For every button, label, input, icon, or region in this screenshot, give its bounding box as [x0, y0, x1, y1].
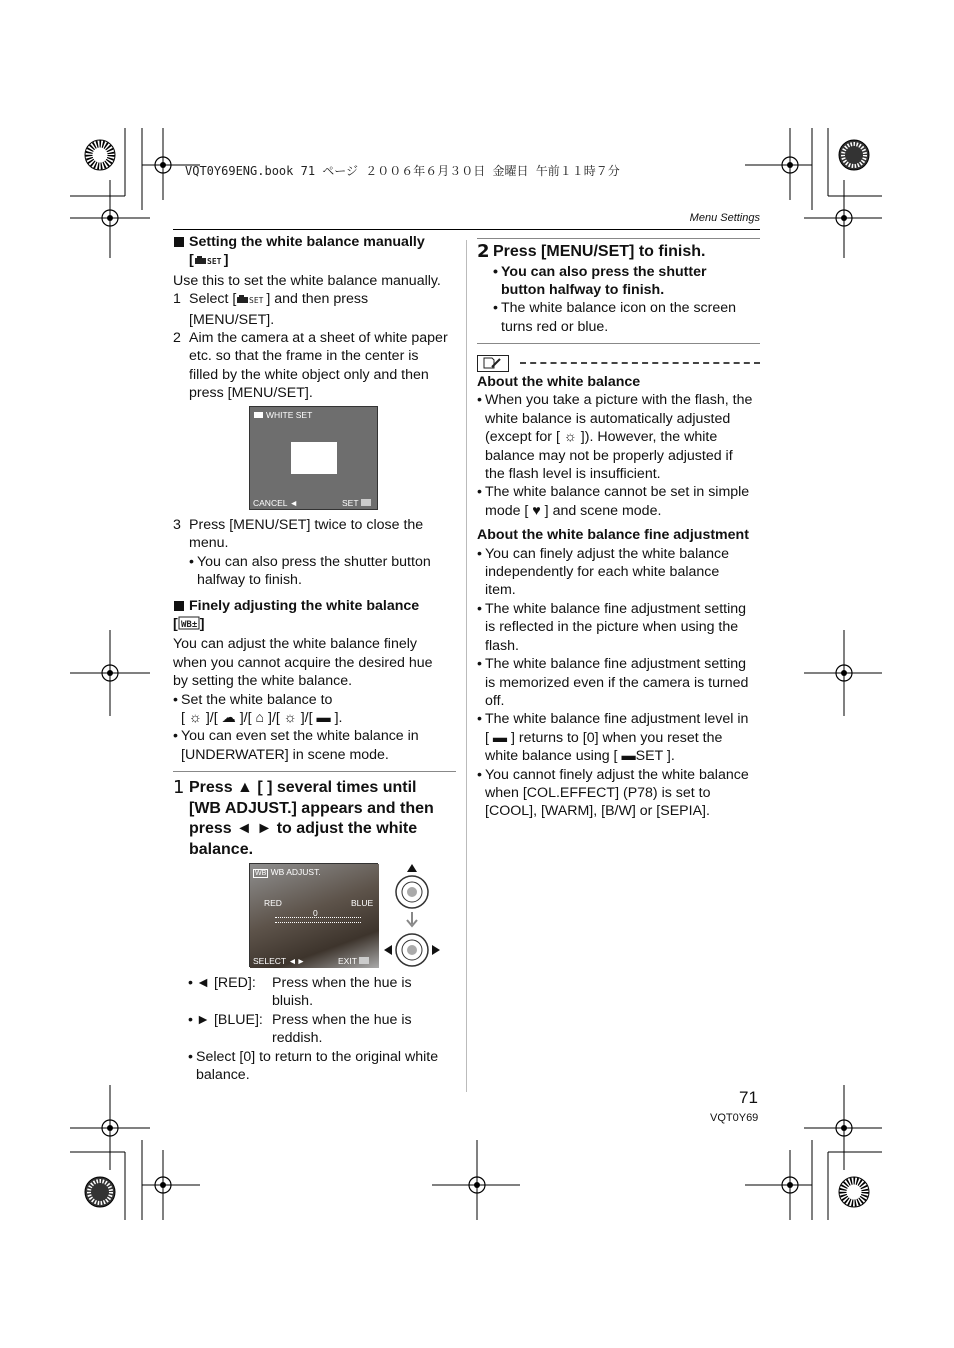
page-number: 71: [739, 1088, 758, 1107]
svg-text:SET: SET: [249, 296, 264, 306]
blue-item: • ► [BLUE]: Press when the hue is reddish.: [188, 1011, 463, 1048]
wb-adjust-screen: [249, 863, 378, 967]
set-label: SET: [342, 498, 371, 508]
select-zero-note: • Select [0] to return to the original white balance.: [188, 1048, 463, 1085]
right-notes: [477, 373, 761, 821]
select-label: SELECT ◄►: [253, 956, 306, 966]
fine-adjust-bullet-5: • You cannot finely adjust the white balance when [COL.EFFECT] (P78) is set to [COOL], [WARM], [B/W] or [SEPIA].: [477, 766, 761, 821]
wb-adjust-icon: [178, 616, 200, 635]
column-separator: [466, 240, 467, 1092]
manual-wb-intro: Use this to set the white balance manually.: [173, 272, 441, 289]
left-column-lower: [173, 516, 463, 860]
fine-adjust-bullet-1: • You can finely adjust the white balance independently for each white balance item.: [477, 545, 761, 600]
about-wb-bullet-2: • The white balance cannot be set in simple mode [ ♥ ] and scene mode.: [477, 483, 761, 520]
section-title-fine-wb: Finely adjusting the white balance: [173, 597, 463, 615]
running-head: Menu Settings: [689, 212, 760, 224]
right-column: [477, 242, 761, 336]
red-item: • ◄ [RED]: Press when the hue is bluish.: [188, 974, 463, 1011]
book-file-info: VQT0Y69ENG.book 71 ページ ２００６年６月３０日 金曜日 午前１１時７分: [185, 164, 620, 178]
exit-label: EXIT: [338, 956, 369, 966]
zero-label: 0: [313, 908, 318, 918]
model-code: VQT0Y69: [710, 1112, 759, 1124]
about-wb-bullet-1: • When you take a picture with the flash, the white balance is automatically adjusted (except for [ ☼ ]). However, the white balance may not be properly adjusted if the flash level is insufficient.: [477, 391, 761, 483]
section-title-manual-wb: Setting the white balance manually: [173, 233, 458, 251]
white-set-screen: [249, 406, 378, 510]
white-target-frame: [291, 442, 337, 474]
white-set-title: WHITE SET: [254, 410, 312, 420]
about-wb-title: About the white balance: [477, 374, 641, 390]
blue-label: BLUE: [351, 898, 374, 908]
wb-adjust-title: WB WB ADJUST.: [255, 867, 321, 877]
fine-wb-intro: You can adjust the white balance finely when you cannot acquire the desired hue by setting the white balance.: [173, 636, 433, 690]
finish-bullet-1: • You can also press the shutter button halfway to finish.: [493, 263, 761, 300]
finish-bullet-2: • The white balance icon on the screen turns red or blue.: [493, 299, 761, 336]
memo-icon: [477, 355, 509, 372]
white-set-icon: [236, 292, 266, 310]
fine-wb-bullet-2: • You can even set the white balance in [UNDERWATER] in scene mode.: [173, 727, 463, 764]
manual-wb-icon-line: [ SET ]: [173, 251, 458, 271]
svg-text:WB±: WB±: [180, 620, 197, 631]
left-column: [173, 233, 458, 403]
step-3-bullet: • You can also press the shutter button halfway to finish.: [189, 553, 463, 590]
fine-wb-bullet-1: • Set the white balance to [ ☼ ]/[ ☁ ]/[ ⌂ ]/[ ☼ ]/[ ▬ ].: [173, 691, 463, 728]
control-pad-diagram: [382, 862, 442, 970]
cancel-label: CANCEL ◄: [253, 498, 298, 508]
step-2: 2 Aim the camera at a sheet of white paper etc. so that the frame in the center is filled by the white object only and then press [MENU/SET].: [173, 330, 448, 402]
top-rule: [173, 229, 760, 230]
fine-wb-icon-line: [ WB± ]: [173, 615, 463, 635]
svg-text:SET: SET: [206, 257, 222, 267]
red-label: RED: [264, 898, 282, 908]
wb-adjust-scale: [275, 917, 361, 923]
fine-adjust-title: About the white balance fine adjustment: [477, 527, 749, 544]
step-2-finish: 2 Press [MENU/SET] to finish.: [477, 241, 706, 262]
fine-adjust-bullet-4: • The white balance fine adjustment level in [ ▬ ] returns to [0] when you reset the white balance using [ ▬SET ].: [477, 710, 761, 765]
right-top-rule: [477, 238, 760, 239]
fine-adjust-bullet-3: • The white balance fine adjustment setting is memorized even if the camera is turned off.: [477, 655, 761, 710]
memo-dashed-line: [520, 362, 760, 364]
right-mid-rule: [477, 343, 760, 344]
fine-adjust-bullet-2: • The white balance fine adjustment setting is reflected in the picture when using the flash.: [477, 600, 761, 655]
left-column-bottom: [188, 974, 463, 1084]
step-3: 3 Press [MENU/SET] twice to close the menu.: [173, 517, 424, 552]
step-big-1: 1 Press ▲ [ ] several times until [WB ADJUST.] appears and then press ◄ ► to adjust the white balance.: [173, 777, 434, 858]
white-set-icon: [194, 253, 224, 271]
step-1: 1 Select [ SET ] and then press [MENU/SET].: [173, 291, 369, 328]
